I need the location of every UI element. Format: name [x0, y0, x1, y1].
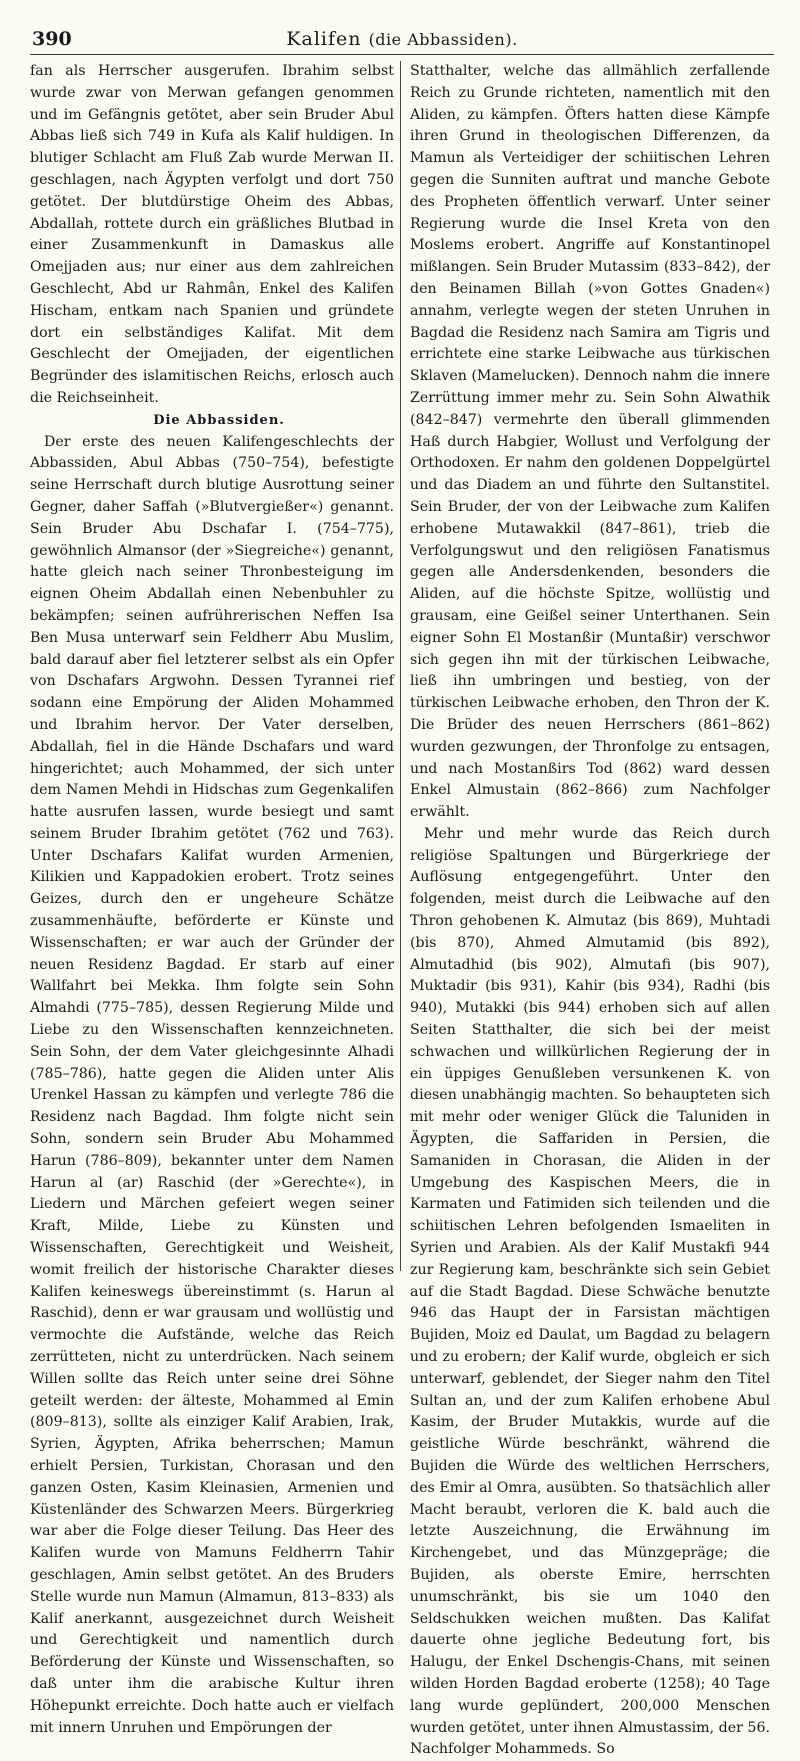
page-header	[30, 20, 774, 54]
header-rule	[30, 54, 774, 55]
paragraph: Der erste des neuen Kalifengeschlechts der Abbassiden, Abul Abbas (750–754), befestigte seine Herrschaft durch blutige Ausrottung seiner Gegner, daher Saffah (»Blutvergießer«) genannt. Sein Bruder Abu Dschafar I. (754–775), gewöhnlich Almansor (der »Siegreiche«) genannt, hatte gleich nach seiner Thronbesteigung im eignen Oheim Abdallah einen Nebenbuhler zu bekämpfen; seinen aufrührerischen Neffen Isa Ben Musa unterwarf sein Feldherr Abu Muslim, bald darauf aber fiel letzterer selbst als ein Opfer von Dschafars Argwohn. Dessen Tyrannei rief sodann eine Empörung der Aliden Mohammed und Ibrahim hervor. Der Vater derselben, Abdallah, fiel in die Hände Dschafars und ward hingerichtet; auch Mohammed, der sich unter dem Namen Mehdi in Hidschas zum Gegenkalifen hatte ausrufen lassen, wurde besiegt und samt seinem Bruder Ibrahim getötet (762 und 763). Unter Dschafars Kalifat wurden Armenien, Kilikien und Kappadokien erobert. Trotz seines Geizes, durch den er ungeheure Schätze zusammenhäufte, beförderte er Künste und Wissenschaften; er war auch der Gründer der neuen Residenz Bagdad. Er starb auf einer Wallfahrt bei Mekka. Ihm folgte sein Sohn Almahdi (775–785), dessen Regierung Milde und Liebe zu den Wissenschaften kennzeichneten. Sein Sohn, der dem Vater gleichgesinnte Alhadi (785–786), hatte gegen die Aliden unter Alis Urenkel Hassan zu kämpfen und verlegte 786 die Residenz nach Bagdad. Ihm folgte nicht sein Sohn, sondern sein Bruder Abu Mohammed Harun (786–809), bekannter unter dem Namen Harun al (ar) Raschid (der »Gerechte«), in Liedern und Märchen gefeiert wegen seiner Kraft, Milde, Liebe zu Künsten und Wissenschaften, Gerechtigkeit und Weisheit, womit freilich der historische Charakter dieses Kalifen keineswegs übereinstimmt (s. Harun al Raschid), denn er war grausam und wollüstig und vermochte die Aufstände, welche das Reich zerrütteten, nicht zu unterdrücken. Nach seinem Willen sollte das Reich unter seine drei Söhne geteilt werden: der älteste, Mohammed al Emin (809–813), sollte als einziger Kalif Arabien, Irak, Syrien, Ägypten, Afrika beherrschen; Mamun erhielt Persien, Turkistan, Chorasan und den ganzen Osten, Kasim Kleinasien, Armenien und Küstenländer des Schwarzen Meers. Bürgerkrieg war aber die Folge dieser Teilung. Das Heer des Kalifen wurde von Mamuns Feldherrn Tahir geschlagen, Amin selbst getötet. An des Bruders Stelle wurde nun Mamun (Almamun, 813–833) als Kalif anerkannt, ausgezeichnet durch Weisheit und Gerechtigkeit und namentlich durch Beförderung der Künste und Wissenschaften, so daß unter ihm die arabische Kultur ihren Höhepunkt erreichte. Doch hatte auch er vielfach mit innern Unruhen und Empörungen der	[30, 433, 394, 1736]
page-number: 390	[32, 28, 72, 50]
paragraph: fan als Herrscher ausgerufen. Ibrahim selbst wurde zwar von Merwan gefangen genommen und im Gefängnis getötet, aber sein Bruder Abul Abbas ließ sich 749 in Kufa als Kalif huldigen. In blutiger Schlacht am Fluß Zab wurde Merwan II. geschlagen, nach Ägypten verfolgt und dort 750 getötet. Der blutdürstige Oheim des Abbas, Abdallah, rottete durch ein gräßliches Blutbad in einer Zusammenkunft in Damaskus alle Omejjaden aus; nur einer aus dem zahlreichen Geschlecht, Abd ur Rahmân, Enkel des Kalifen Hischam, entkam nach Spanien und gründete dort ein selbständiges Kalifat. Mit dem Geschlecht der Omejjaden, der eigentlichen Begründer des islamitischen Reichs, erlosch auch die Reichseinheit.	[30, 63, 394, 406]
paragraph: Mehr und mehr wurde das Reich durch religiöse Spaltungen und Bürgerkriege der Auflösung entgegengeführt. Unter den folgenden, meist durch die Leibwache auf den Thron gehobenen K. Almutaz (bis 869), Muhtadi (bis 870), Ahmed Almutamid (bis 892), Almutadhid (bis 902), Almutafi (bis 907), Muktadir (bis 931), Kahir (bis 934), Radhi (bis 940), Mutakki (bis 944) erhoben sich auf allen Seiten Statthalter, die sich bei der meist schwachen und willkürlichen Regierung der in ein üppiges Genußleben versunkenen K. von diesen unabhängig machten. So behaupteten sich mit mehr oder weniger Glück die Taluniden in Ägypten, die Saffariden in Persien, die Samaniden in Chorasan, die Aliden in der Umgebung des Kaspischen Meers, die in Karmaten und Fatimiden sich teilenden und die schiitischen Lehren befolgenden Ismaeliten in Syrien und Arabien. Als der Kalif Mustakfi 944 zur Regierung kam, beschränkte sich sein Gebiet auf die Stadt Bagdad. Diese Schwäche benutzte 946 das Haupt der in Farsistan mächtigen Bujiden, Moiz ed Daulat, um Bagdad zu belagern und zu erobern; der Kalif wurde, obgleich er sich unterwarf, geblendet, der Sieger nahm den Titel Sultan an, und der zum Kalifen erhobene Abul Kasim, der Bruder Mutakkis, wurde auf die geistliche Würde beschränkt, während die Bujiden die Würde des weltlichen Herrschers, des Emir al Omra, ausübten. So thatsächlich aller Macht beraubt, verloren die K. bald auch die letzte Auszeichnung, die Erwähnung im Kirchengebet, und das Münzgepräge; die Bujiden, als oberste Emire, herrschten unumschränkt, bis sie um 1040 den Seldschukken weichen mußten. Das Kalifat dauerte ohne jegliche Bedeutung fort, bis Halugu, der Enkel Dschengis-Chans, mit seinen wilden Horden Bagdad eroberte (1258); 40 Tage lang wurde geplündert, 200,000 Menschen wurden getötet, unter ihnen Almustassim, der 56. Nachfolger Mohammeds. So	[410, 825, 770, 1758]
text-columns	[30, 61, 774, 1758]
left-column	[30, 61, 400, 1736]
section-heading: Die Abbassiden.	[153, 412, 285, 428]
running-head	[30, 28, 774, 50]
running-head-subtitle: (die Abbassiden).	[368, 30, 518, 49]
right-column	[400, 61, 770, 1758]
paragraph: Statthalter, welche das allmählich zerfallende Reich zu Grunde richteten, namentlich mit den Aliden, zu kämpfen. Öfters hatten diese Kämpfe ihren Grund in theologischen Differenzen, da Mamun als Verteidiger der schiitischen Lehren gegen die Sunniten auftrat und manche Gebote des Propheten öffentlich verwarf. Unter seiner Regierung wurde die Insel Kreta von den Moslems erobert. Angriffe auf Konstantinopel mißlangen. Sein Bruder Mutassim (833–842), der den Beinamen Billah (»von Gottes Gnaden«) annahm, verlegte wegen der steten Unruhen in Bagdad die Residenz nach Samira am Tigris und errichtete eine starke Leibwache aus türkischen Sklaven (Mamelucken). Dennoch nahm die innere Zerrüttung immer mehr zu. Sein Sohn Alwathik (842–847) vermehrte den überall glimmenden Haß durch Habgier, Wollust und Verfolgung der Orthodoxen. Er nahm den goldenen Doppelgürtel und das Diadem an und führte den Sultanstitel. Sein Bruder, der von der Leibwache zum Kalifen erhobene Mutawakkil (847–861), trieb die Verfolgungswut und den religiösen Fanatismus gegen alle Andersdenkenden, besonders die Aliden, auf die höchste Spitze, wollüstig und grausam, eine Geißel seiner Unterthanen. Sein eigner Sohn El Mostanßir (Muntaßir) verschwor sich gegen ihn mit der türkischen Leibwache, ließ ihn umbringen und bestieg, von der türkischen Leibwache erhoben, den Thron der K. Die Brüder des neuen Herrschers (861–862) wurden gezwungen, der Thronfolge zu entsagen, und nach Mostanßirs Tod (862) ward dessen Enkel Almustain (862–866) zum Nachfolger erwählt.	[410, 63, 770, 821]
running-head-title: Kalifen	[286, 28, 362, 50]
